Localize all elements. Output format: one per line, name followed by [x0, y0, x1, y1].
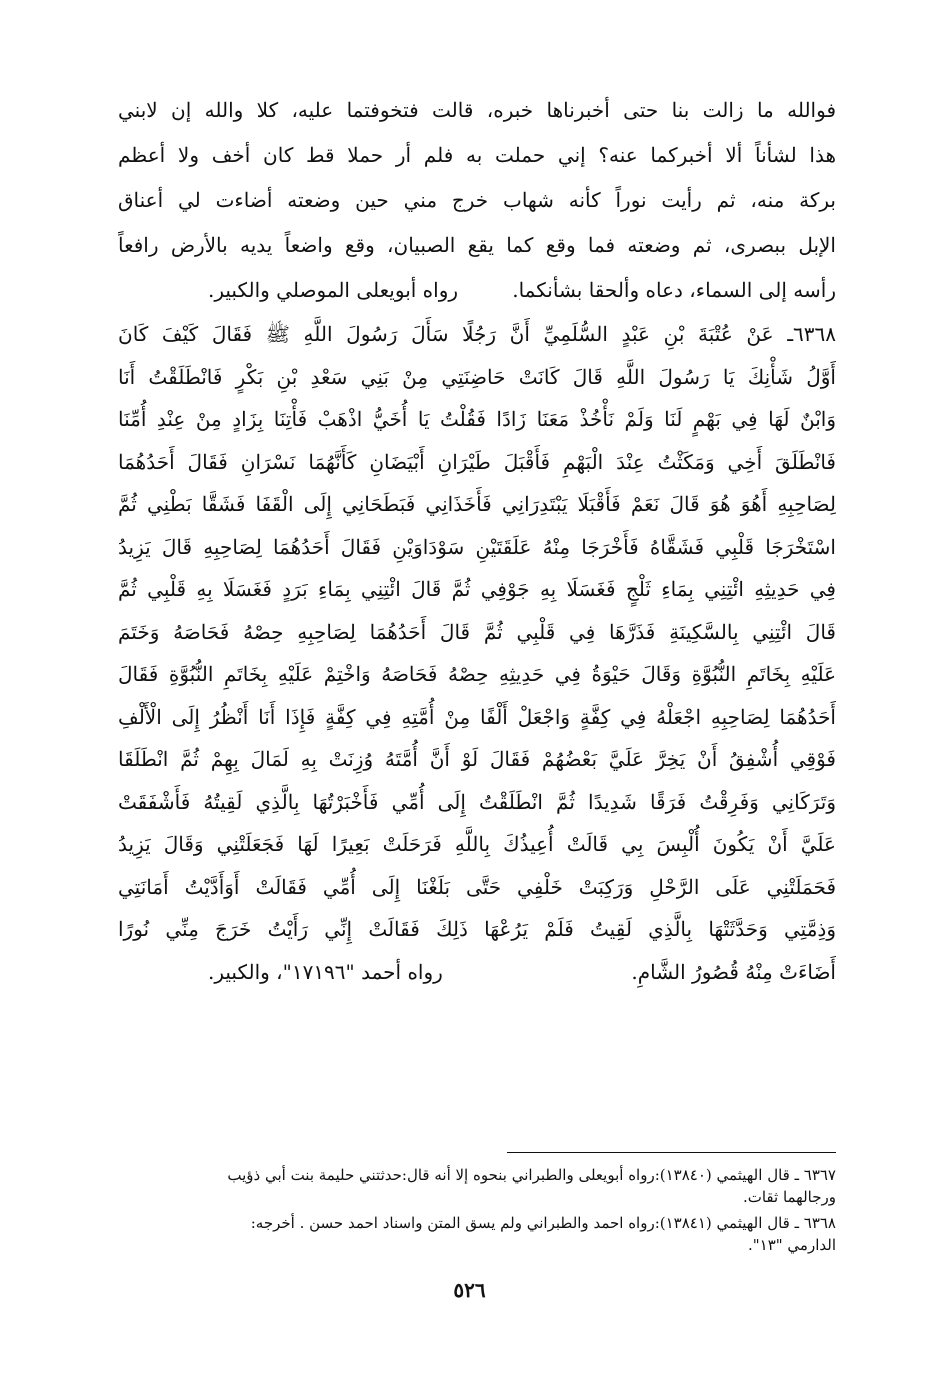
footnote: [118, 1164, 836, 1208]
text-line: الإبل ببصرى، ثم وضعته فما وقع كما يقع الصبيان، وقع واضعاً يديه بالأرض رافعاً: [118, 233, 836, 257]
footnotes: [118, 1164, 836, 1256]
text-line: وَذِمَّتِي وَحَدَّثَتْهَا بِالَّذِي لَقِيتُ فَلَمْ يَرُعْهَا ذَلِكَ فَقَالَتْ إِنِّي رَأَيْتُ خَرَجَ مِنِّي نُورًا: [118, 917, 836, 941]
text-line: بركة منه، ثم رأيت نوراً كأنه شهاب خرج مني حين وضعته أضاءت لي أعناق: [118, 188, 836, 212]
hadith-reference: رواه أحمد "١٧١٩٦"، والكبير.: [208, 959, 443, 984]
text-line: عَلَيْهِ بِخَاتَمِ النُّبُوَّةِ وَقَالَ حَيْوَةُ فِي حَدِيثِهِ حِصْهُ فَحَاصَهُ وَاخْتِمْ عَلَيْهِ بِخَاتَمِ النُّبُوَّةِ فَقَالَ: [118, 662, 836, 686]
footnote-separator: [507, 1152, 836, 1153]
text-line: عَلَيَّ أَنْ يَكُونَ أُلْبِسَ بِي قَالَتْ أُعِيذُكَ بِاللَّهِ فَرَحَلَتْ بَعِيرًا لَهَا فَجَعَلَتْنِي وَقَالَ يَزِيدُ: [118, 832, 836, 856]
text-line: فوالله ما زالت بنا حتى أخبرناها خبره، قالت فتخوفتما عليه، كلا والله إن لابني: [118, 98, 836, 122]
text-line-end: أَضَاءَتْ مِنْهُ قُصُورُ الشَّامِ.: [631, 959, 836, 984]
paragraph-end-line: [118, 268, 836, 313]
text-line: قَالَ ائْتِنِي بِالسَّكِينَةِ فَذَرَّهَا فِي قَلْبِي ثُمَّ قَالَ أَحَدُهُمَا لِصَاحِبِهِ حِصْهُ فَحَاصَهُ وَخَتَمَ: [118, 619, 836, 644]
text-line: وَابْنٌ لَهَا فِي بَهْمٍ لَنَا وَلَمْ نَأْخُذْ مَعَنَا زَادًا فَقُلْتُ يَا أُخَيُّ اذْهَبْ فَأْتِنَا بِزَادٍ مِنْ عِنْدِ أُمِّنَا: [118, 407, 836, 431]
text-line: فَانْطَلَقَ أَخِي وَمَكَثْتُ عِنْدَ الْبَهْمِ فَأَقْبَلَ طَيْرَانِ أَبْيَضَانِ كَأَنَّهُمَا نَسْرَانِ فَقَالَ أَحَدُهُمَا: [118, 449, 836, 474]
text-line: هذا لشأناً ألا أخبركما عنه؟ إني حملت به فلم أر حملا قط كان أخف ولا أعظم: [118, 143, 836, 167]
hadith-first-line: [118, 313, 836, 356]
text-line: لِصَاحِبِهِ أَهُوَ هُوَ قَالَ نَعَمْ فَأَقْبَلَا يَبْتَدِرَانِي فَأَخَذَانِي فَبَطَحَانِي إِلَى الْقَفَا فَشَقَّا بَطْنِي ثُمَّ: [118, 492, 836, 516]
paragraph-end-line: [118, 951, 836, 994]
text-line: فِي حَدِيثِهِ ائْتِنِي بِمَاءِ ثَلْجٍ فَغَسَلَا بِهِ جَوْفِي ثُمَّ قَالَ ائْتِنِي بِمَاءِ بَرَدٍ فَغَسَلَا بِهِ قَلْبِي ثُمَّ: [118, 577, 836, 601]
hadith-number: ٦٣٦٨ـ: [787, 322, 836, 346]
text-line-end: رأسه إلى السماء، دعاه وألحقا بشأنكما.: [512, 278, 836, 302]
text-line: أَوَّلُ شَأْنِكَ يَا رَسُولَ اللَّهِ قَالَ كَانَتْ حَاضِنَتِي مِنْ بَنِي سَعْدِ بْنِ بَكْرٍ فَانْطَلَقْتُ أَنَا: [118, 364, 836, 389]
footnote-line: الدارمي "١٣".: [747, 1236, 836, 1254]
text-line: عَنْ عُتْبَةَ بْنِ عَبْدٍ السُّلَمِيِّ أَنَّ رَجُلًا سَأَلَ رَسُولَ اللَّهِ ﷺ فَقَالَ كَيْفَ كَانَ: [118, 322, 774, 346]
text-line: فَوْقِي أُشْفِقُ أَنْ يَخِرَّ عَلَيَّ بَعْضُهُمْ فَقَالَ لَوْ أَنَّ أُمَّتَهُ وُزِنَتْ بِهِ لَمَالَ بِهِمْ ثُمَّ انْطَلَقَا: [118, 747, 836, 771]
text-line: فَحَمَلَتْنِي عَلَى الرَّحْلِ وَرَكِبَتْ خَلْفِي حَتَّى بَلَغْنَا إِلَى أُمِّي فَقَالَتْ أَوَأَدَّيْتُ أَمَانَتِي: [118, 874, 836, 899]
footnote: [118, 1212, 836, 1256]
footnote-line: ورجالهما ثقات.: [742, 1188, 836, 1206]
main-text: [118, 88, 836, 993]
page-number: ٥٢٦: [453, 1278, 486, 1302]
hadith-reference: رواه أبويعلى الموصلي والكبير.: [208, 278, 459, 302]
text-line: وَتَرَكَانِي وَفَرِقْتُ فَرَقًا شَدِيدًا ثُمَّ انْطَلَقْتُ إِلَى أُمِّي فَأَخْبَرْتُهَا بِالَّذِي لَقِيتُهُ فَأَشْفَقَتْ: [118, 789, 836, 814]
text-line: اسْتَخْرَجَا قَلْبِي فَشَقَّاهُ فَأَخْرَجَا مِنْهُ عَلَقَتَيْنِ سَوْدَاوَيْنِ فَقَالَ أَحَدُهُمَا لِصَاحِبِهِ قَالَ يَزِيدُ: [118, 534, 836, 559]
text-line: أَحَدُهُمَا لِصَاحِبِهِ اجْعَلْهُ فِي كِفَّةٍ وَاجْعَلْ أَلْفًا مِنْ أُمَّتِهِ فِي كِفَّةٍ فَإِذَا أَنَا أَنْظُرُ إِلَى الْأَلْفِ: [118, 704, 836, 729]
footnote-line: ٦٣٦٨ ـ قال الهيثمي (١٣٨٤١):رواه احمد والطبراني ولم يسق المتن واسناد احمد حسن . أخرجه:: [250, 1214, 836, 1232]
footnote-line: ٦٣٦٧ ـ قال الهيثمي (١٣٨٤٠):رواه أبويعلى والطبراني بنحوه إلا أنه قال:حدثتني حليمة بنت أبي ذؤيب: [227, 1166, 836, 1184]
